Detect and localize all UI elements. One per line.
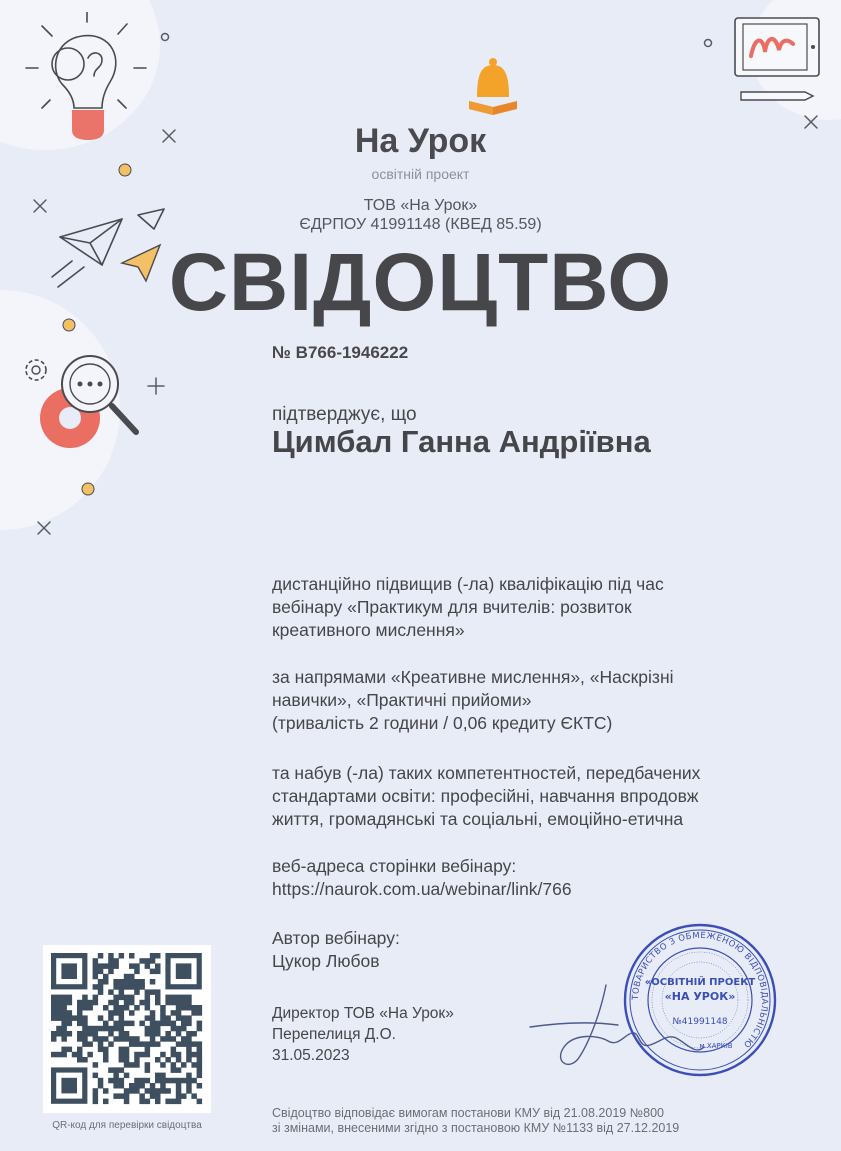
paragraph-competencies — [272, 762, 772, 831]
footnote-line1: Свідоцтво відповідає вимогам постанови КМУ від 21.08.2019 №800 — [272, 1106, 664, 1120]
qr-code[interactable] — [43, 945, 211, 1113]
confirms-label: підтверджує, що — [272, 404, 417, 425]
paragraph-line: креативного мислення» — [272, 620, 465, 640]
webinar-address-label: веб-адреса сторінки вебінару: — [272, 856, 517, 876]
paragraph-directions — [272, 666, 772, 735]
paragraph-line: стандартами освіти: професійні, навчання впродовж — [272, 786, 699, 806]
director-name: Перепелиця Д.О. — [272, 1026, 396, 1043]
paragraph-line: навички», «Практичні прийоми» — [272, 690, 532, 710]
logo-name: На Урок — [354, 122, 487, 160]
stamp-center-line2: «НА УРОК» — [664, 990, 736, 1003]
director-label: Директор ТОВ «На Урок» — [272, 1005, 454, 1022]
company-registry: ЄДРПОУ 41991148 (КВЕД 85.59) — [299, 216, 542, 233]
company-name: ТОВ «На Урок» — [363, 197, 478, 214]
stamp-center-line1: «ОСВІТНІЙ ПРОЕКТ — [644, 977, 756, 988]
company-info — [0, 196, 841, 234]
footnote-line2: зі змінами, внесеними згідно з постановою КМУ №1133 від 27.12.2019 — [272, 1121, 680, 1135]
author-label: Автор вебінару: — [272, 928, 400, 948]
paragraph-line: вебінару «Практикум для вчителів: розвиток — [272, 597, 632, 617]
stamp-ring-text: ТОВАРИСТВО З ОБМЕЖЕНОЮ ВІДПОВІДАЛЬНІСТЮ — [630, 930, 770, 1050]
issue-date: 31.05.2023 — [272, 1047, 350, 1064]
qr-code-pattern — [43, 945, 211, 1113]
stamp-code: №41991148 — [672, 1017, 728, 1027]
author-name: Цукор Любов — [272, 951, 380, 971]
stamp-city: м.ХАРКІВ — [699, 1042, 733, 1050]
paragraph-qualification — [272, 573, 772, 642]
paragraph-line: дистанційно підвищив (-ла) кваліфікацію під час — [272, 574, 664, 594]
certificate-number: № B766-1946222 — [272, 343, 409, 362]
paragraph-line: життя, громадянські та соціальні, емоційно-етична — [272, 809, 684, 829]
webinar-address — [272, 855, 772, 901]
qr-caption: QR-код для перевірки свідоцтва — [52, 1120, 202, 1131]
paragraph-line: та набув (-ла) таких компетентностей, передбачених — [272, 763, 701, 783]
recipient-name: Цимбал Ганна Андріївна — [272, 424, 651, 459]
paragraph-line: (тривалість 2 години / 0,06 кредиту ЄКТС) — [272, 713, 613, 733]
logo-subtitle: освітній проект — [371, 166, 470, 182]
webinar-link[interactable]: https://naurok.com.ua/webinar/link/766 — [272, 879, 572, 899]
legal-footnote — [272, 1106, 679, 1136]
bell-book-logo-icon — [465, 57, 521, 119]
paragraph-line: за напрямами «Креативне мислення», «Наскрізні — [272, 667, 674, 687]
official-stamp — [622, 922, 778, 1078]
certificate-title: СВІДОЦТВО — [168, 237, 673, 328]
